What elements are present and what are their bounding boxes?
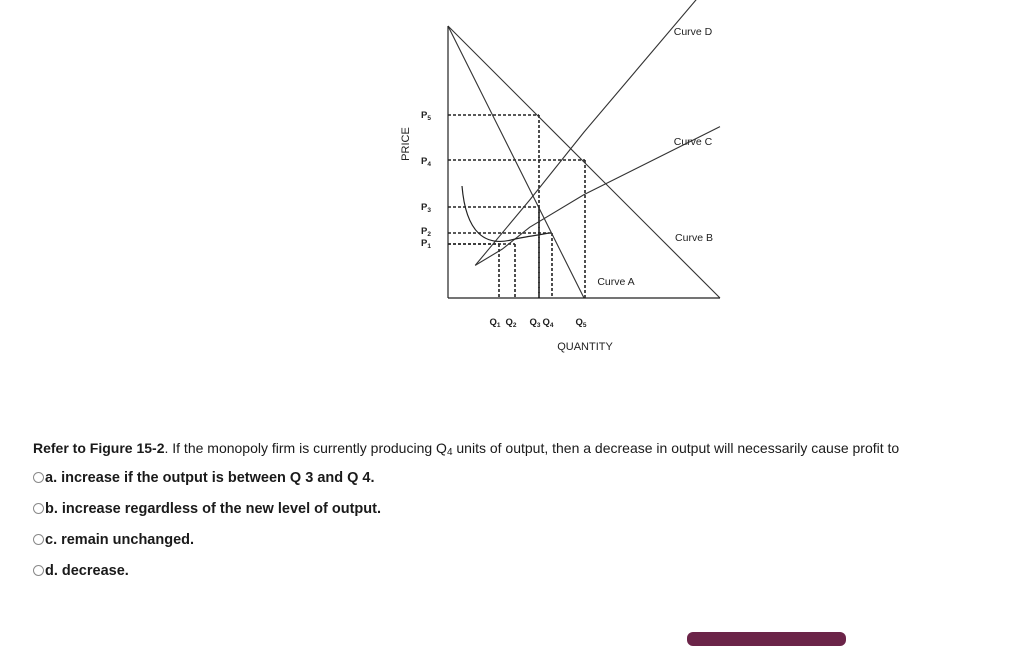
radio-button-c[interactable] (33, 534, 44, 545)
option-a[interactable] (33, 462, 381, 493)
option-d-letter: d. (45, 562, 58, 579)
submit-button[interactable] (687, 632, 846, 646)
question-text (33, 439, 1018, 462)
radio-button-a[interactable] (33, 472, 44, 483)
question-part-b: units of output, then a decrease in output will necessarily cause profit to (452, 440, 900, 456)
option-b-letter: b. (45, 500, 58, 517)
option-d-text: decrease. (61, 562, 129, 579)
y-tick-p1: $P_1$ (421, 238, 431, 250)
curve-c-label: Curve C (673, 136, 713, 148)
option-c[interactable] (33, 524, 381, 555)
x-axis-label: QUANTITY (557, 341, 613, 353)
x-tick-q2: $Q_2$ (505, 317, 517, 329)
option-d[interactable] (33, 555, 381, 586)
option-c-text: remain unchanged. (61, 531, 195, 548)
tick-labels (421, 110, 587, 329)
curve-c-line (475, 0, 720, 265)
radio-button-b[interactable] (33, 503, 44, 514)
x-tick-q1: $Q_1$ (489, 317, 501, 329)
option-b[interactable] (33, 493, 381, 524)
x-tick-q3: $Q_3$ (529, 317, 541, 329)
curve-b-label: Curve B (675, 232, 713, 244)
figure-reference: Refer to Figure 15-2 (33, 440, 165, 456)
curve-a-label: Curve A (597, 276, 635, 288)
curve-a-line (448, 26, 584, 298)
option-a-text: increase if the output is between Q 3 and Q 4. (61, 469, 375, 486)
y-axis-label: PRICE (400, 127, 412, 161)
y-tick-p2: $P_2$ (421, 226, 431, 238)
y-tick-p5: $P_5$ (421, 110, 431, 122)
curve-d-label: Curve D (673, 26, 713, 38)
option-a-letter: a. (45, 469, 58, 486)
option-b-text: increase regardless of the new level of output. (61, 500, 381, 517)
question-subscript: 4 (446, 447, 453, 458)
curve-labels (597, 26, 713, 288)
y-tick-p4: $P_4$ (421, 156, 431, 168)
y-tick-p3: $P_3$ (421, 202, 431, 214)
radio-button-d[interactable] (33, 565, 44, 576)
option-c-letter: c. (45, 531, 58, 548)
x-tick-q5: $Q_5$ (575, 317, 587, 329)
curves (448, 0, 720, 298)
question-part-a: . If the monopoly firm is currently producing Q (164, 440, 447, 456)
answer-options (33, 462, 381, 586)
x-tick-q4: $Q_4$ (542, 317, 554, 329)
